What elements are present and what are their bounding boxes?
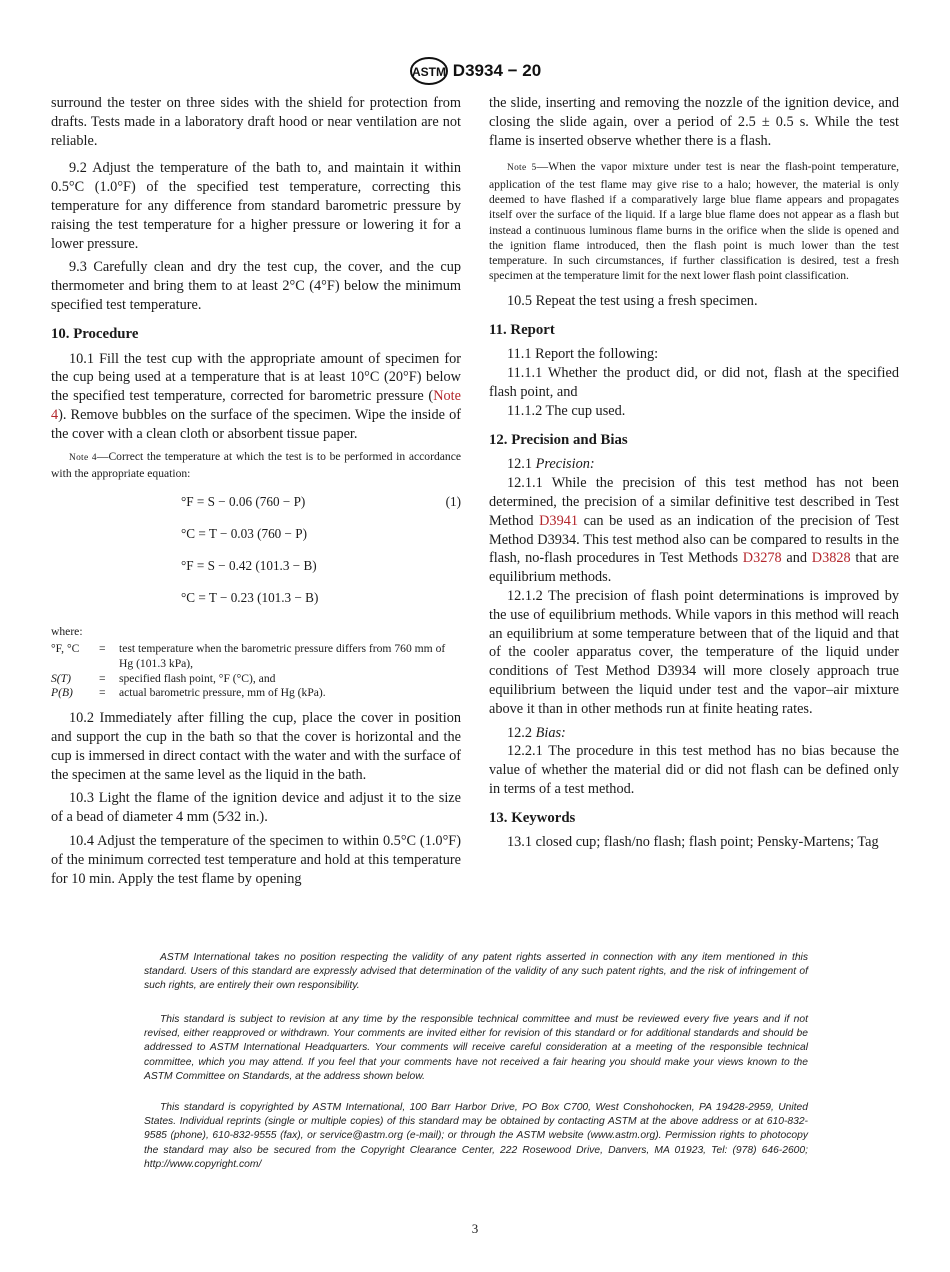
paragraph-10-1: 10.1 Fill the test cup with the appropriate amount of specimen for the cup being used at a temperature that is at least 10°C (20°F) below the specified test temperature, corrected for barometric pressure (Note 4). Remove bubbles on the surface of the specimen. Wipe the inside of the cover with a clean cloth or absorbent tissue paper. <box>51 350 461 442</box>
equation-1: °F = S − 0.06 (760 − P) (1) <box>181 494 461 510</box>
note-4: Note 4—Correct the temperature at which the test is to be performed in accordance with the appropriate equation: <box>51 449 461 480</box>
paragraph-9-3: 9.3 Carefully clean and dry the test cup, the cover, and the cup thermometer and bring them to at least 2°C (4°F) below the minimum specified test temperature. <box>51 259 461 313</box>
definition-row: °F, °C = test temperature when the barometric pressure differs from 760 mm of Hg (101.3 kPa), <box>51 641 446 670</box>
section-heading-report: 11. Report <box>489 321 555 338</box>
paragraph-12-1-1: 12.1.1 While the precision of this test method has not been determined, the precision of a similar definitive test described in Test Method D3941 can be used as an indication of the precision of Test Method D3934. This test method also can be compared to results in the flash, no-flash procedures in Test Methods D3278 and D3828 that are equilibrium methods. <box>489 475 900 586</box>
where-label: where: <box>51 625 83 639</box>
equation-block <box>51 489 461 617</box>
paragraph-12-1-2: 12.1.2 The precision of flash point determinations is improved by the use of equilibrium methods. While vapors in this method will reach an equilibrium at some temperature between that of the liquid and that of the cooler apparatus cover, the temperature of the liquid under conditions of Test Method D3934 will more closely approach true equilibrium between the liquid under test and the vapor–air mixture above it than in other methods run at finite heating rates. <box>489 587 899 717</box>
paragraph-12-2-1: 12.2.1 The procedure in this test method has no bias because the value of whether the material did or did not flash can be defined only in terms of a test method. <box>489 743 899 797</box>
astm-logo-icon <box>409 56 449 86</box>
footer-revision-notice: This standard is subject to revision at any time by the responsible technical committee and must be reviewed every five years and if not revised, either reapproved or withdrawn. Your comments are invited either for revision of this standard or for additional standards and should be addressed to ASTM International Headquarters. Your comments will receive careful consideration at a meeting of the responsible technical committee, which you may attend. If you feel that your comments have not received a fair hearing you should make your views known to the ASTM Committee on Standards, at the address shown below. <box>144 1014 808 1082</box>
paragraph-9-2: 9.2 Adjust the temperature of the bath to, and maintain it within 0.5°C (1.0°F) of the specified test temperature, correcting this temperature for any difference from standard barometric pressure by raising the test temperature for a higher pressure or lowering it for a lower pressure. <box>51 160 461 252</box>
left-column <box>51 94 461 893</box>
paragraph-10-3: 10.3 Light the flame of the ignition device and adjust it to the size of a bead of diameter 4 mm (5⁄32 in.). <box>51 790 461 826</box>
note-4-link[interactable]: Note 4 <box>51 388 461 423</box>
note-5: Note 5—When the vapor mixture under test is near the flash-point temperature, application of the test flame may give rise to a halo; however, the material is only deemed to have flashed if a comparatively large blue flame appears and propagates itself over the surface of the liquid. If a large blue flame does not appear as a flash but instead a continuous luminous flame burns in the orifice when the slide is opened and the ignition flame introduced, then the flash point is much lower than the test temperature. In such circumstances, if further classification is desired, test a fresh specimen at the temperature limit for the next lower flash point classification. <box>489 160 899 283</box>
paragraph-13-1: 13.1 closed cup; flash/no flash; flash point; Pensky-Martens; Tag <box>507 834 879 851</box>
paragraph-12-2: 12.2 Bias: <box>507 724 566 741</box>
paragraph-10-2: 10.2 Immediately after filling the cup, place the cover in position and support the cup in the bath so that the cover is horizontal and the cup is immersed in direct contact with the water and with the surface of the specimen at the same level as the liquid in the bath. <box>51 710 461 783</box>
paragraph-11-1-1: 11.1.1 Whether the product did, or did not, flash at the specified flash point, and <box>489 365 899 400</box>
paragraph-10-4-continued: the slide, inserting and removing the nozzle of the ignition device, and closing the slide again, over a period of 2.5 ± 0.5 s. While the test flame is inserted observe whether there is a flash. <box>489 95 899 149</box>
section-heading-precision-bias: 12. Precision and Bias <box>489 431 628 448</box>
d3828-link[interactable]: D3828 <box>811 550 851 567</box>
svg-text:ASTM: ASTM <box>411 65 446 79</box>
footer-copyright-notice: This standard is copyrighted by ASTM International, 100 Barr Harbor Drive, PO Box C700, West Conshohocken, PA 19428-2959, United States. Individual reprints (single or multiple copies) of this standard may be obtained by contacting ASTM at the above address or at 610-832-9585 (phone), 610-832-9555 (fax), or service@astm.org (e-mail); or through the ASTM website (www.astm.org). Permission rights to photocopy the standard may also be secured from the Copyright Clearance Center, 222 Rosewood Drive, Danvers, MA 01923, Tel: (978) 646-2600; http://www.copyright.com/ <box>144 1102 808 1170</box>
paragraph-10-5: 10.5 Repeat the test using a fresh specimen. <box>507 292 758 309</box>
equation-4: °C = T − 0.23 (101.3 − B) <box>181 590 319 606</box>
right-column <box>489 94 899 857</box>
paragraph-12-1: 12.1 Precision: <box>507 456 595 473</box>
section-heading-keywords: 13. Keywords <box>489 809 576 826</box>
page-header <box>0 56 950 86</box>
page-number: 3 <box>471 1221 479 1236</box>
paragraph-10-4: 10.4 Adjust the temperature of the specimen to within 0.5°C (1.0°F) of the minimum corrected test temperature and hold at this temperature for 10 min. Apply the test flame by opening <box>51 832 461 887</box>
equation-3: °F = S − 0.42 (101.3 − B) <box>181 558 317 574</box>
paragraph-9-1-continued: surround the tester on three sides with the shield for protection from drafts. Tests made in a laboratory draft hood or near ventilation are not reliable. <box>51 95 461 149</box>
document-id: D3934 − 20 <box>452 61 542 80</box>
section-heading-procedure: 10. Procedure <box>51 325 139 342</box>
definition-row: S(T) = specified flash point, °F (°C), and <box>51 671 276 685</box>
equation-2: °C = T − 0.03 (760 − P) <box>181 526 308 542</box>
footer-patent-notice: ASTM International takes no position respecting the validity of any patent rights asserted in connection with any item mentioned in this standard. Users of this standard are expressly advised that determination of the validity of any such patent rights, and the risk of infringement of such rights, are entirely their own responsibility. <box>144 952 808 992</box>
paragraph-11-1-2: 11.1.2 The cup used. <box>507 402 626 419</box>
definitions-list <box>51 642 461 701</box>
definition-row: P(B) = actual barometric pressure, mm of Hg (kPa). <box>51 686 326 700</box>
paragraph-11-1: 11.1 Report the following: <box>507 346 659 363</box>
d3941-link[interactable]: D3941 <box>539 512 579 529</box>
d3278-link[interactable]: D3278 <box>742 550 782 567</box>
